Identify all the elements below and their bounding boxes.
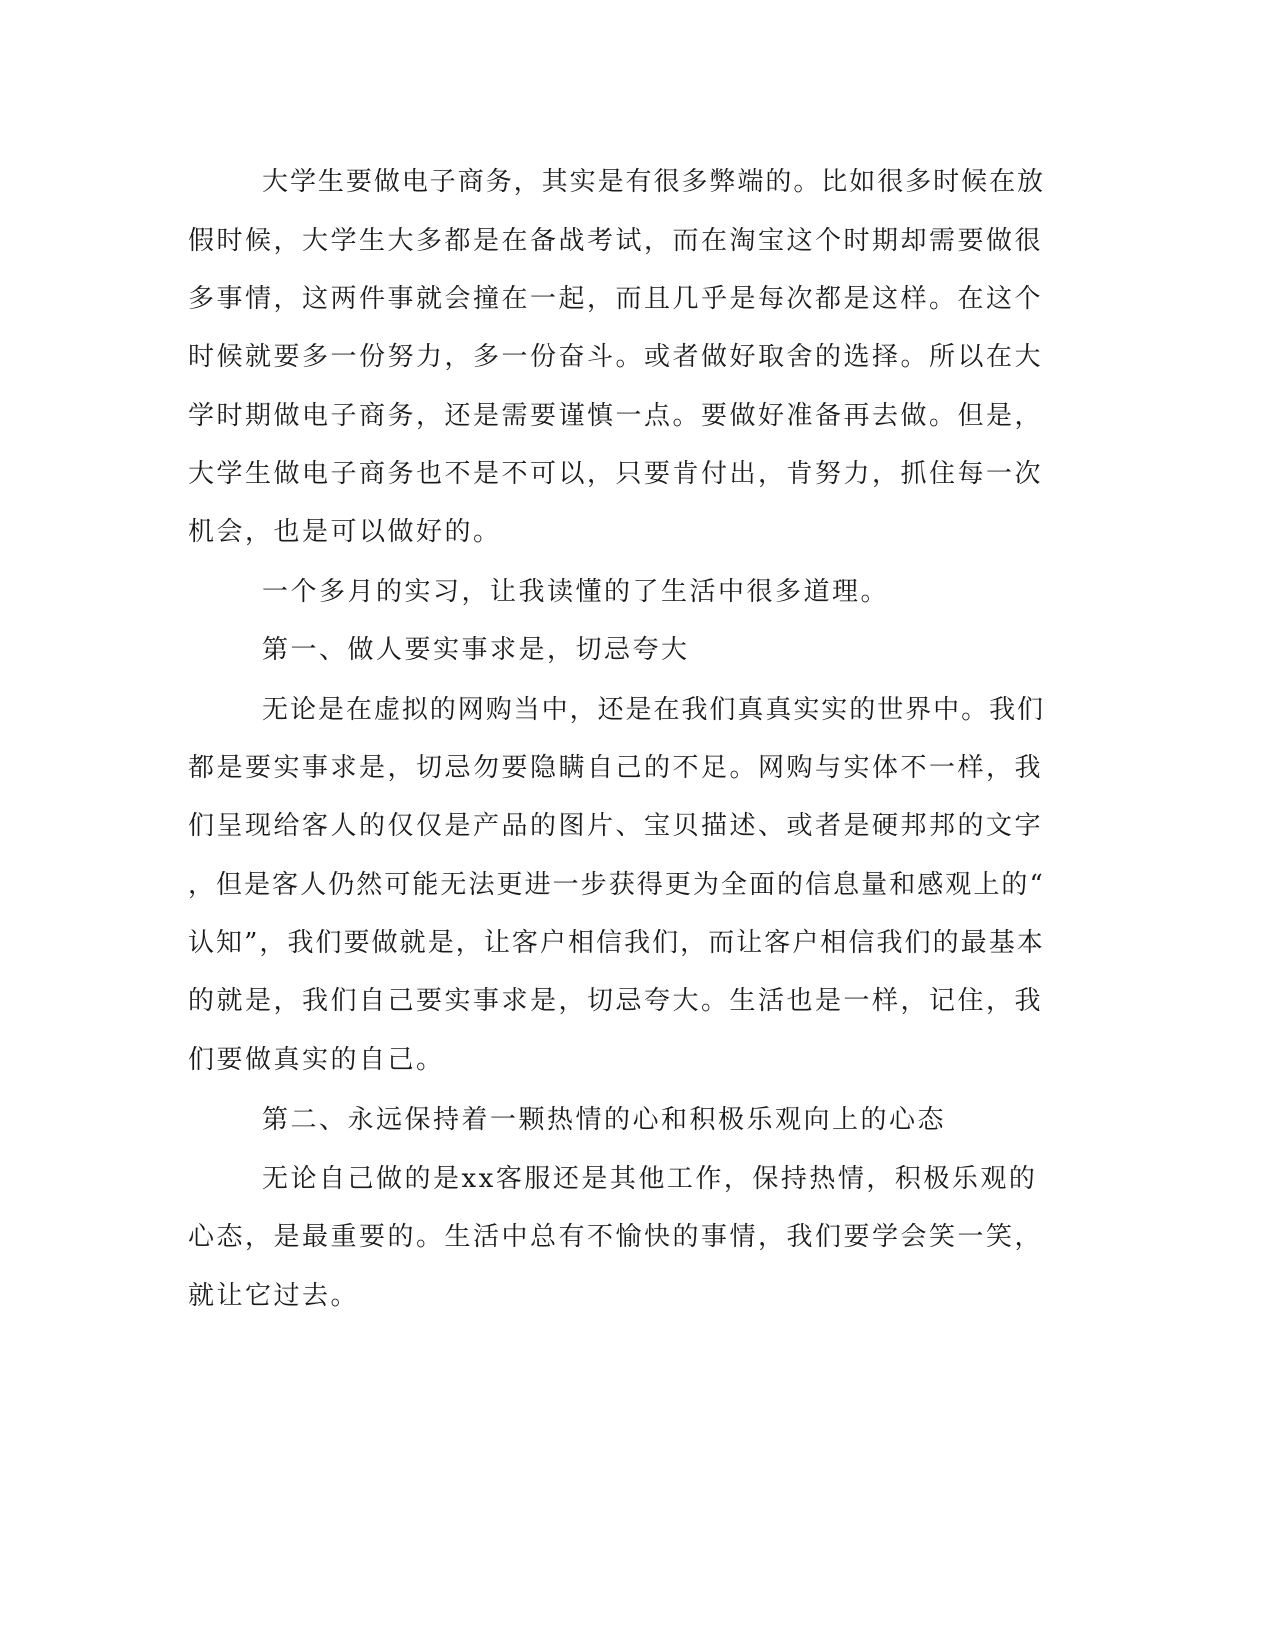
paragraph-line: 时候就要多一份努力，多一份奋斗。或者做好取舍的选择。所以在大 <box>188 342 1044 372</box>
paragraph-line: 认知”，我们要做就是，让客户相信我们，而让客户相信我们的最基本 <box>188 928 1045 958</box>
paragraph-line: 就让它过去。 <box>188 1281 360 1311</box>
paragraph-line: 学时期做电子商务，还是需要谨慎一点。要做好准备再去做。但是， <box>188 401 1044 431</box>
paragraph-line: 大学生做电子商务也不是不可以，只要肯付出，肯努力，抓住每一次 <box>188 459 1044 489</box>
paragraph-line: 大学生要做电子商务，其实是有很多弊端的。比如很多时候在放 <box>262 167 1046 197</box>
paragraph-line: 们要做真实的自己。 <box>188 1045 445 1075</box>
paragraph-line: 机会，也是可以做好的。 <box>188 517 502 547</box>
section-heading: 第一、做人要实事求是，切忌夸大 <box>262 635 690 665</box>
paragraph-line: 无论是在虚拟的网购当中，还是在我们真真实实的世界中。我们 <box>262 695 1046 725</box>
paragraph-line: 无论自己做的是xx客服还是其他工作，保持热情，积极乐观的 <box>262 1164 1038 1194</box>
paragraph-line: 们呈现给客人的仅仅是产品的图片、宝贝描述、或者是硬邦邦的文字 <box>188 811 1044 841</box>
paragraph-line: 的就是，我们自己要实事求是，切忌夸大。生活也是一样，记住，我 <box>188 986 1044 1016</box>
section-heading: 第二、永远保持着一颗热情的心和积极乐观向上的心态 <box>262 1105 947 1135</box>
paragraph-line: 心态，是最重要的。生活中总有不愉快的事情，我们要学会笑一笑， <box>188 1222 1044 1252</box>
paragraph-line: 一个多月的实习，让我读懂的了生活中很多道理。 <box>262 577 890 607</box>
paragraph-line: 多事情，这两件事就会撞在一起，而且几乎是每次都是这样。在这个 <box>188 284 1044 314</box>
paragraph-line: 都是要实事求是，切忌勿要隐瞒自己的不足。网购与实体不一样，我 <box>188 753 1044 783</box>
paragraph-line: ，但是客人仍然可能无法更进一步获得更为全面的信息量和感观上的“ <box>188 870 1045 900</box>
paragraph-line: 假时候，大学生大多都是在备战考试，而在淘宝这个时期却需要做很 <box>188 226 1044 256</box>
